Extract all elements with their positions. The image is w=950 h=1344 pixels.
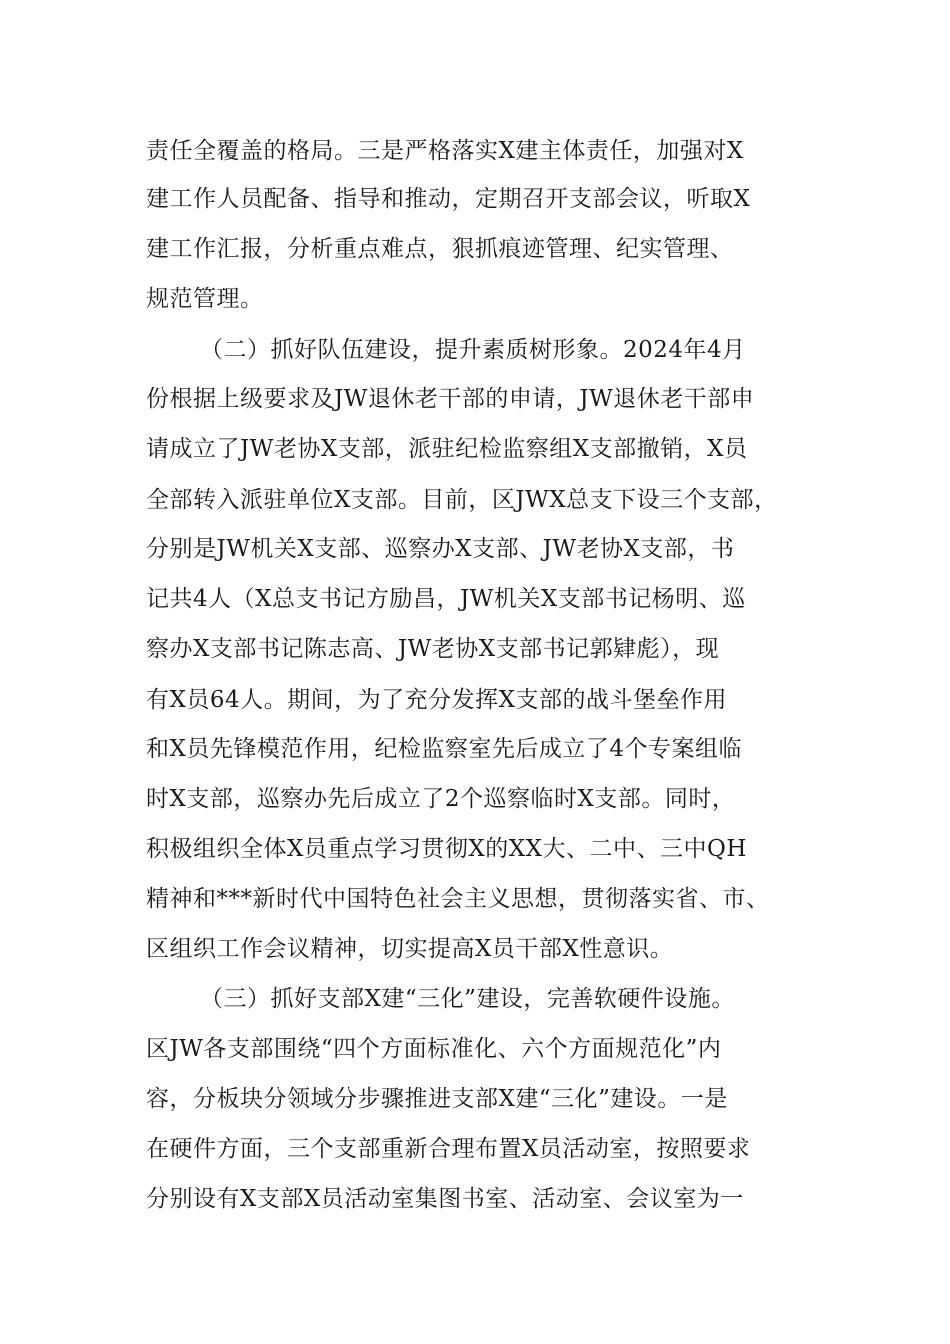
text-line: 在硬件方面，三个支部重新合理布置X员活动室，按照要求 — [146, 1136, 751, 1162]
text-line: 区JW各支部围绕“四个方面标准化、六个方面规范化”内 — [146, 1036, 722, 1062]
text-line: 和X员先锋模范作用，纪检监察室先后成立了4个专案组临 — [146, 736, 743, 762]
text-line: 时X支部，巡察办先后成立了2个巡察临时X支部。同时， — [146, 786, 736, 812]
text-line: 分别是JW机关X支部、巡察办X支部、JW老协X支部，书 — [146, 536, 735, 562]
text-line: 规范管理。 — [146, 286, 264, 312]
text-line: 建工作汇报，分析重点难点，狠抓痕迹管理、纪实管理、 — [146, 236, 734, 262]
text-line: 记共4人（X总支书记方励昌，JW机关X支部书记杨明、巡 — [146, 586, 746, 612]
text-line: 区组织工作会议精神，切实提高X员干部X性意识。 — [146, 936, 674, 962]
paragraph-heading-line: （三）抓好支部X建“三化”建设，完善软硬件设施。 — [200, 986, 735, 1012]
text-line: 建工作人员配备、指导和推动，定期召开支部会议，听取X — [146, 186, 751, 212]
text-line: 容，分板块分领域分步骤推进支部X建“三化”建设。一是 — [146, 1086, 728, 1112]
text-line: 有X员64人。期间，为了充分发挥X支部的战斗堡垒作用 — [146, 687, 728, 713]
paragraph-heading-line: （二）抓好队伍建设，提升素质树形象。2024年4月 — [200, 337, 746, 363]
text-line: 责任全覆盖的格局。三是严格落实X建主体责任，加强对X — [146, 138, 744, 164]
text-line: 分别设有X支部X员活动室集图书室、活动室、会议室为一 — [146, 1186, 744, 1212]
text-line: 积极组织全体X员重点学习贯彻X的XX大、二中、三中QH — [146, 836, 747, 862]
text-line: 察办X支部书记陈志高、JW老协X支部书记郭肄彪），现 — [146, 636, 720, 662]
text-line: 份根据上级要求及JW退休老干部的申请，JW退休老干部申 — [146, 386, 755, 412]
text-line: 精神和***新时代中国特色社会主义思想，贯彻落实省、市、 — [146, 886, 770, 912]
text-line: 请成立了JW老协X支部，派驻纪检监察组X支部撤销，X员 — [146, 436, 748, 462]
text-line: 全部转入派驻单位X支部。目前，区JWX总支下设三个支部， — [146, 487, 778, 513]
